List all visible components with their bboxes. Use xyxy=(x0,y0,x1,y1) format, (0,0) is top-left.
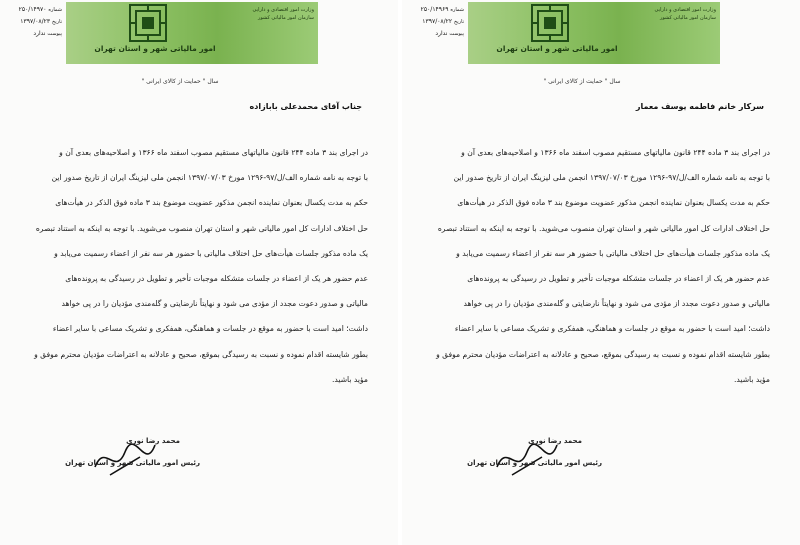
signatory-name: محمد رضا نوری xyxy=(126,437,180,445)
body-line: حل اختلاف ادارات کل امور مالیاتی شهر و استان تهران منصوب می‌شوید. با توجه به اینکه به استناد تبصره xyxy=(437,223,770,233)
letter-right xyxy=(402,0,800,545)
attachment-label: پیوست xyxy=(47,31,62,37)
signatory-title: رئیس امور مالیاتی شهر و استان تهران xyxy=(65,459,200,467)
body-line: یک ماده مذکور جلسات هیأت‌های حل اختلاف مالیاتی با حضور هر سه نفر از اعضاء رسمیت می‌یابد و xyxy=(456,248,770,258)
body-line: عدم حضور هر یک از اعضاء در جلسات متشکله موجبات تأخیر و تطویل در رسیدگی به پرونده‌های xyxy=(65,274,368,284)
signatory-name: محمد رضا نوری xyxy=(528,437,582,445)
body-line: مؤید باشید. xyxy=(734,374,770,384)
letter-body xyxy=(428,140,770,392)
letter-number: ۲۵۰/۱۴۹۷۰ xyxy=(18,6,47,13)
letter-attachment: ندارد xyxy=(435,30,448,37)
date-label: تاریخ xyxy=(52,19,62,25)
ministry-line-1: وزارت امور اقتصادی و دارایی xyxy=(252,7,314,13)
body-line: با توجه به نامه شماره الف/ل/۹۷-۱۲۹۶ مورخ ۱۳۹۷/۰۷/۰۳ انجمن ملی لیزینگ ایران از تاریخ صدور این xyxy=(453,173,770,183)
letter-number: ۲۵۰/۱۴۹۶۹ xyxy=(420,6,449,13)
organization-name: امور مالیاتی شهر و استان تهران xyxy=(94,44,216,53)
body-line: بطور شایسته اقدام نموده و نسبت به رسیدگی بموقع، صحیح و عادلانه به اعتراضات مؤدیان محترم موفق و xyxy=(436,349,770,359)
ministry-line-1: وزارت امور اقتصادی و دارایی xyxy=(654,7,716,13)
ministry-line-2: سازمان امور مالیاتی کشور xyxy=(258,15,314,21)
letter-date: ۱۳۹۷/۰۸/۲۳ xyxy=(20,18,51,25)
tax-emblem-icon xyxy=(128,3,168,43)
letter-left xyxy=(0,0,398,545)
signature-block xyxy=(467,437,602,485)
number-label: شماره xyxy=(450,7,464,13)
body-line: داشت؛ امید است با حضور به موقع در جلسات و هماهنگی، همفکری و تشریک مساعی با سایر اعضاء xyxy=(52,324,368,334)
letter-meta xyxy=(2,4,62,40)
recipient-name: سرکار خانم فاطمه یوسف معمار xyxy=(635,102,764,111)
body-line: مؤید باشید. xyxy=(332,374,368,384)
signature-block xyxy=(65,437,200,485)
letter-attachment: ندارد xyxy=(33,30,46,37)
body-line: بطور شایسته اقدام نموده و نسبت به رسیدگی بموقع، صحیح و عادلانه به اعتراضات مؤدیان محترم موفق و xyxy=(34,349,368,359)
body-line: حکم به مدت یکسال بعنوان نماینده انجمن مذکور عضویت موضوع بند ۳ ماده فوق الذکر در هیأت‌های xyxy=(55,198,368,208)
tax-emblem-icon xyxy=(530,3,570,43)
ministry-lines xyxy=(652,6,716,22)
year-slogan: سال " حمایت از کالای ایرانی " xyxy=(141,78,219,85)
date-label: تاریخ xyxy=(454,19,464,25)
body-line: با توجه به نامه شماره الف/ل/۹۷-۱۲۹۶ مورخ ۱۳۹۷/۰۷/۰۳ انجمن ملی لیزینگ ایران از تاریخ صدور این xyxy=(51,173,368,183)
body-line: حل اختلاف ادارات کل امور مالیاتی شهر و استان تهران منصوب می‌شوید. با توجه به اینکه به استناد تبصره xyxy=(35,223,368,233)
letter-date: ۱۳۹۷/۰۸/۲۲ xyxy=(422,18,453,25)
year-slogan: سال " حمایت از کالای ایرانی " xyxy=(543,78,621,85)
number-label: شماره xyxy=(48,7,62,13)
body-line: در اجرای بند ۳ ماده ۲۴۴ قانون مالیاتهای مستقیم مصوب اسفند ماه ۱۳۶۶ و اصلاحیه‌های بعدی آن و xyxy=(461,148,770,157)
attachment-label: پیوست xyxy=(449,31,464,37)
body-line: مالیاتی و صدور دعوت مجدد از مؤدی می شود و نهایتاً نارضایتی و گله‌مندی مؤدیان را در پی خواهد xyxy=(463,299,770,309)
recipient-name: جناب آقای محمدعلی بابازاده xyxy=(249,102,362,111)
ministry-line-2: سازمان امور مالیاتی کشور xyxy=(660,15,716,21)
body-line: داشت؛ امید است با حضور به موقع در جلسات و هماهنگی، همفکری و تشریک مساعی با سایر اعضاء xyxy=(454,324,770,334)
signatory-title: رئیس امور مالیاتی شهر و استان تهران xyxy=(467,459,602,467)
body-line: در اجرای بند ۳ ماده ۲۴۴ قانون مالیاتهای مستقیم مصوب اسفند ماه ۱۳۶۶ و اصلاحیه‌های بعدی آن و xyxy=(59,148,368,157)
ministry-lines xyxy=(250,6,314,22)
body-line: حکم به مدت یکسال بعنوان نماینده انجمن مذکور عضویت موضوع بند ۳ ماده فوق الذکر در هیأت‌های xyxy=(457,198,770,208)
body-line: عدم حضور هر یک از اعضاء در جلسات متشکله موجبات تأخیر و تطویل در رسیدگی به پرونده‌های xyxy=(467,274,770,284)
organization-name: امور مالیاتی شهر و استان تهران xyxy=(496,44,618,53)
letter-body xyxy=(26,140,368,392)
body-line: یک ماده مذکور جلسات هیأت‌های حل اختلاف مالیاتی با حضور هر سه نفر از اعضاء رسمیت می‌یابد و xyxy=(54,248,368,258)
body-line: مالیاتی و صدور دعوت مجدد از مؤدی می شود و نهایتاً نارضایتی و گله‌مندی مؤدیان را در پی خواهد xyxy=(61,299,368,309)
letter-meta xyxy=(404,4,464,40)
